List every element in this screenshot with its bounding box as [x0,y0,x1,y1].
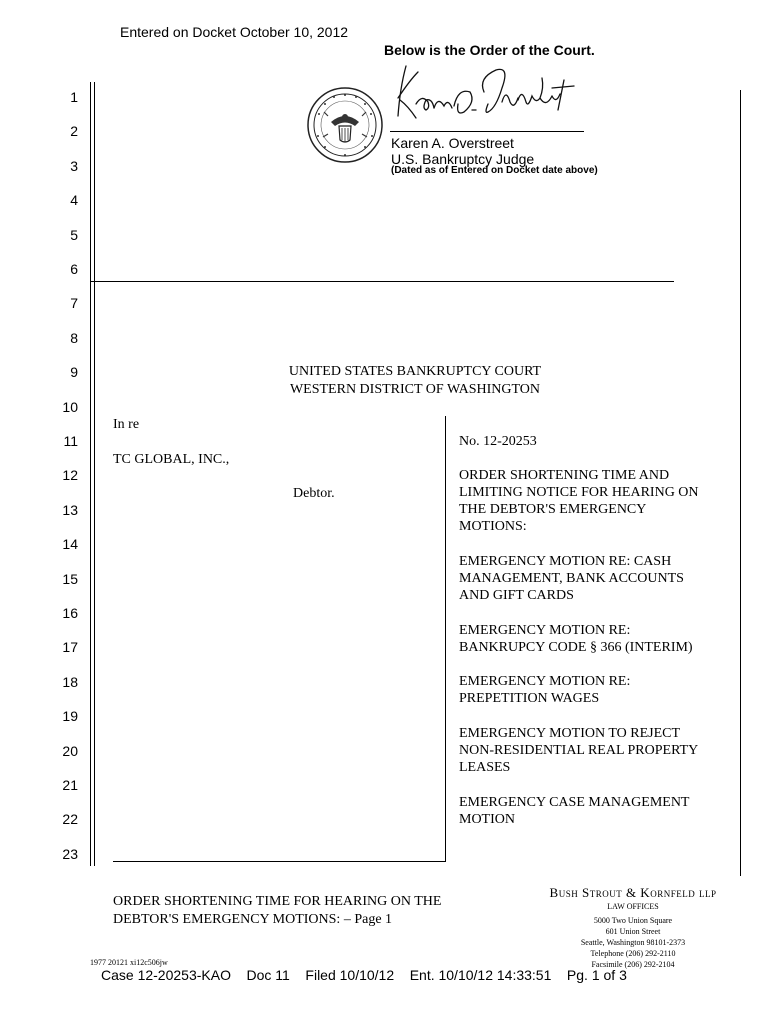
motion-line: EMERGENCY MOTION TO REJECT [459,726,681,741]
firm-name: Bush Strout & Kornfeld llp [549,885,717,900]
case-number: No. 12-20253 [459,434,537,449]
motion-section-366 [459,622,693,656]
line-number: 20 [62,742,78,759]
case-stamp: Case 12-20253-KAO Doc 11 Filed 10/10/12 Ent. 10/10/12 14:33:51 Pg. 1 of 3 [101,967,627,983]
judge-title: U.S. Bankruptcy Judge [391,151,535,167]
document-code: 1977 20121 xi12c506jw [90,958,168,967]
motion-line: BANKRUPCY CODE § 366 (INTERIM) [459,640,693,655]
in-re-label: In re [113,417,140,432]
motion-line: EMERGENCY MOTION RE: [459,623,631,638]
motion-line: LEASES [459,760,511,775]
line-number: 10 [62,398,78,415]
order-title-line: THE DEBTOR'S EMERGENCY [459,502,647,517]
header-divider [90,281,674,282]
line-number: 6 [70,261,78,277]
line-number: 19 [62,708,78,725]
court-seal [306,86,384,164]
right-margin-rule [740,90,741,876]
footer-title-line: ORDER SHORTENING TIME FOR HEARING ON THE [113,894,442,909]
line-number: 17 [62,639,78,656]
footer-doc-title [113,893,441,929]
docket-entry-date: Entered on Docket October 10, 2012 [120,24,349,40]
order-title-line: MOTIONS: [459,519,527,534]
line-number: 7 [70,295,78,312]
line-number: 3 [70,157,78,174]
debtor-label: Debtor. [293,486,335,501]
dated-note: (Dated as of Entered on Docket date above) [391,165,598,176]
motion-line: EMERGENCY MOTION RE: CASH [459,554,672,569]
motion-cash-management [459,553,684,604]
signature-line [390,131,584,132]
caption-bottom-rule [113,861,446,862]
motion-line: NON-RESIDENTIAL REAL PROPERTY [459,743,699,758]
line-number: 11 [63,433,78,449]
motion-reject-leases [459,725,698,776]
judge-signature [392,58,582,128]
court-district: WESTERN DISTRICT OF WASHINGTON [289,382,541,397]
left-margin-rule-inner [94,82,95,866]
line-number: 23 [62,845,78,862]
judge-name: Karen A. Overstreet [391,135,514,151]
debtor-name: TC GLOBAL, INC., [113,452,230,467]
left-margin-rule-outer [90,82,91,866]
line-number: 16 [62,605,78,621]
order-title-line: ORDER SHORTENING TIME AND [459,468,670,483]
firm-phone: Telephone (206) 292-2110 [590,949,676,958]
motion-prepetition-wages [459,673,630,707]
court-heading [90,363,740,399]
line-number: 14 [62,536,78,553]
firm-address: 601 Union Street [605,927,661,936]
line-number: 2 [70,123,78,140]
motion-line: PREPETITION WAGES [459,691,600,706]
line-number: 1 [70,89,78,105]
motion-line: EMERGENCY CASE MANAGEMENT [459,795,690,810]
line-number: 4 [70,192,78,209]
order-title [459,467,699,535]
caption-divider [445,416,446,862]
line-number: 5 [70,226,78,243]
law-firm-block [520,885,746,970]
motion-case-management [459,794,689,828]
line-number: 22 [62,811,78,828]
line-number: 13 [62,501,78,518]
line-number: 8 [70,329,78,346]
line-number: 21 [62,777,78,793]
court-name: UNITED STATES BANKRUPTCY COURT [288,364,542,379]
motion-line: MOTION [459,812,515,827]
order-notice: Below is the Order of the Court. [384,42,595,58]
firm-address: Seattle, Washington 98101-2373 [580,938,686,947]
motion-line: AND GIFT CARDS [459,588,574,603]
footer-title-line: DEBTOR'S EMERGENCY MOTIONS: – Page 1 [113,912,393,927]
line-number: 15 [62,570,78,587]
firm-subtitle: LAW OFFICES [607,902,659,911]
firm-fax: Facsimile (206) 292-2104 [591,960,675,969]
order-title-line: LIMITING NOTICE FOR HEARING ON [459,485,699,500]
firm-address: 5000 Two Union Square [593,916,673,925]
motion-line: MANAGEMENT, BANK ACCOUNTS [459,571,684,586]
line-number: 12 [62,467,78,484]
line-number: 9 [70,364,78,381]
line-number: 18 [62,673,78,690]
motion-line: EMERGENCY MOTION RE: [459,674,631,689]
